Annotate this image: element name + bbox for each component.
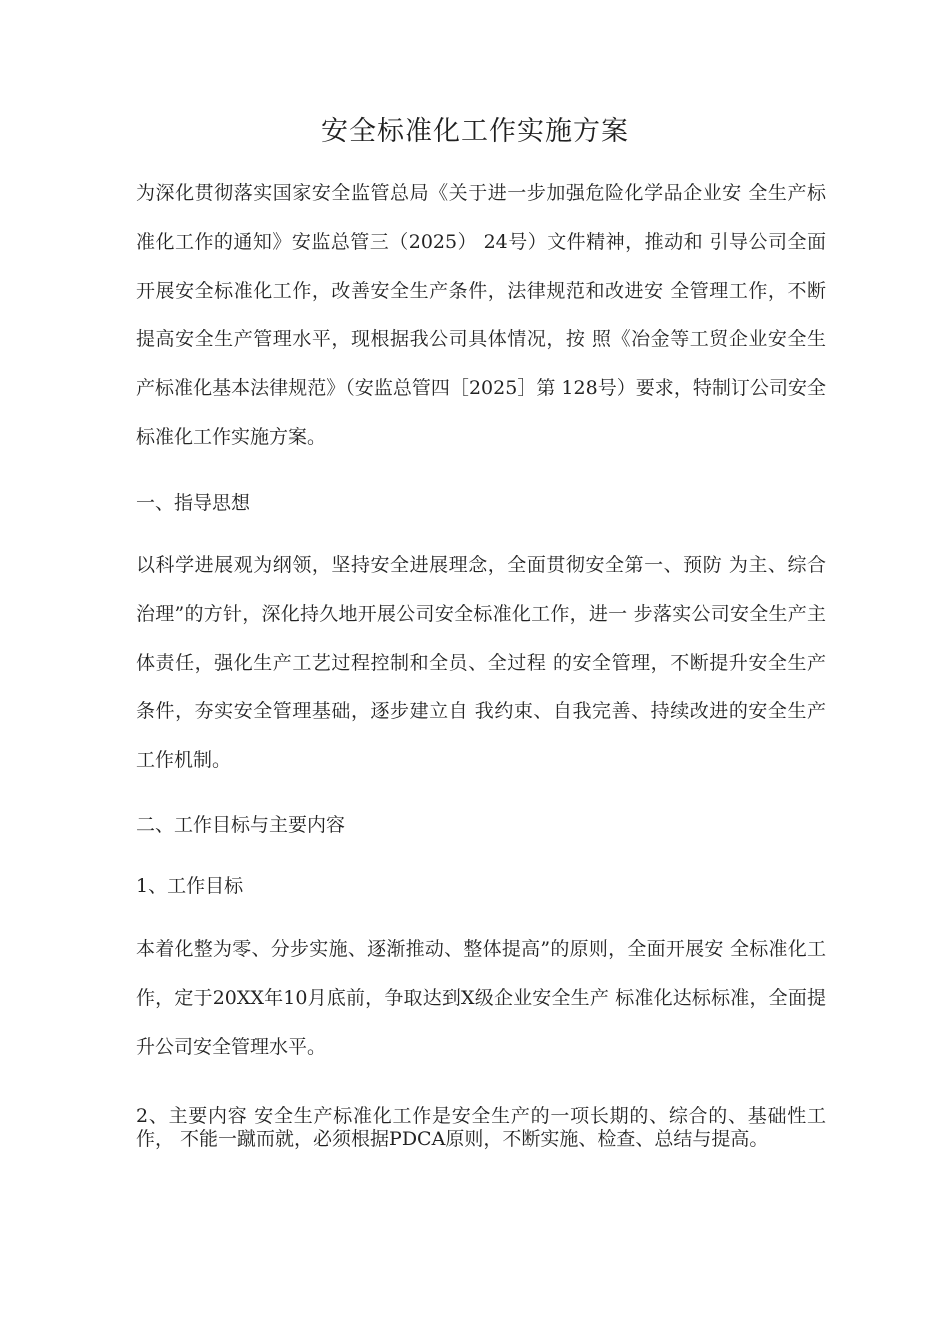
document-title: 安全标准化工作实施方案 [321, 116, 629, 147]
main-content-paragraph: 2、主要内容 安全生产标准化工作是安全生产的一项长期的、综合的、基础性工作， 不能一蹴而就，必须根据PDCA原则，不断实施、检查、总结与提高。 [136, 1105, 826, 1150]
work-goal-paragraph: 本着化整为零、分步实施、逐渐推动、整体提高”的原则，全面开展安 全标准化工作，定于20XX年10月底前，争取达到X级企业安全生产 标准化达标标准，全面提升公司安全管理水平。 [136, 938, 826, 1058]
subsection-heading-work-goal: 1、工作目标 [136, 875, 244, 897]
section-heading-guiding-ideology: 一、指导思想 [136, 492, 251, 514]
intro-paragraph: 为深化贯彻落实国家安全监管总局《关于进一步加强危险化学品企业安 全生产标准化工作的通知》安监总管三（2025） 24号）文件精神，推动和 引导公司全面开展安全标准化工作，改善安全生产条件，法律规范和改进安 全管理工作，不断提高安全生产管理水平，现根据我公司具体情况，按 照《冶金等工贸企业安全生产标准化基本法律规范》（安监总管四［2025］第 128号）要求，特制订公司安全标准化工作实施方案。 [136, 182, 826, 448]
section-heading-goals-and-content: 二、工作目标与主要内容 [136, 814, 346, 836]
guiding-ideology-paragraph: 以科学进展观为纲领，坚持安全进展理念，全面贯彻安全第一、预防 为主、综合治理”的方针，深化持久地开展公司安全标准化工作，进一 步落实公司安全生产主体责任，强化生产工艺过程控制和全员、全过程 的安全管理，不断提升安全生产条件，夯实安全管理基础，逐步建立自 我约束、自我完善、持续改进的安全生产工作机制。 [136, 554, 826, 772]
